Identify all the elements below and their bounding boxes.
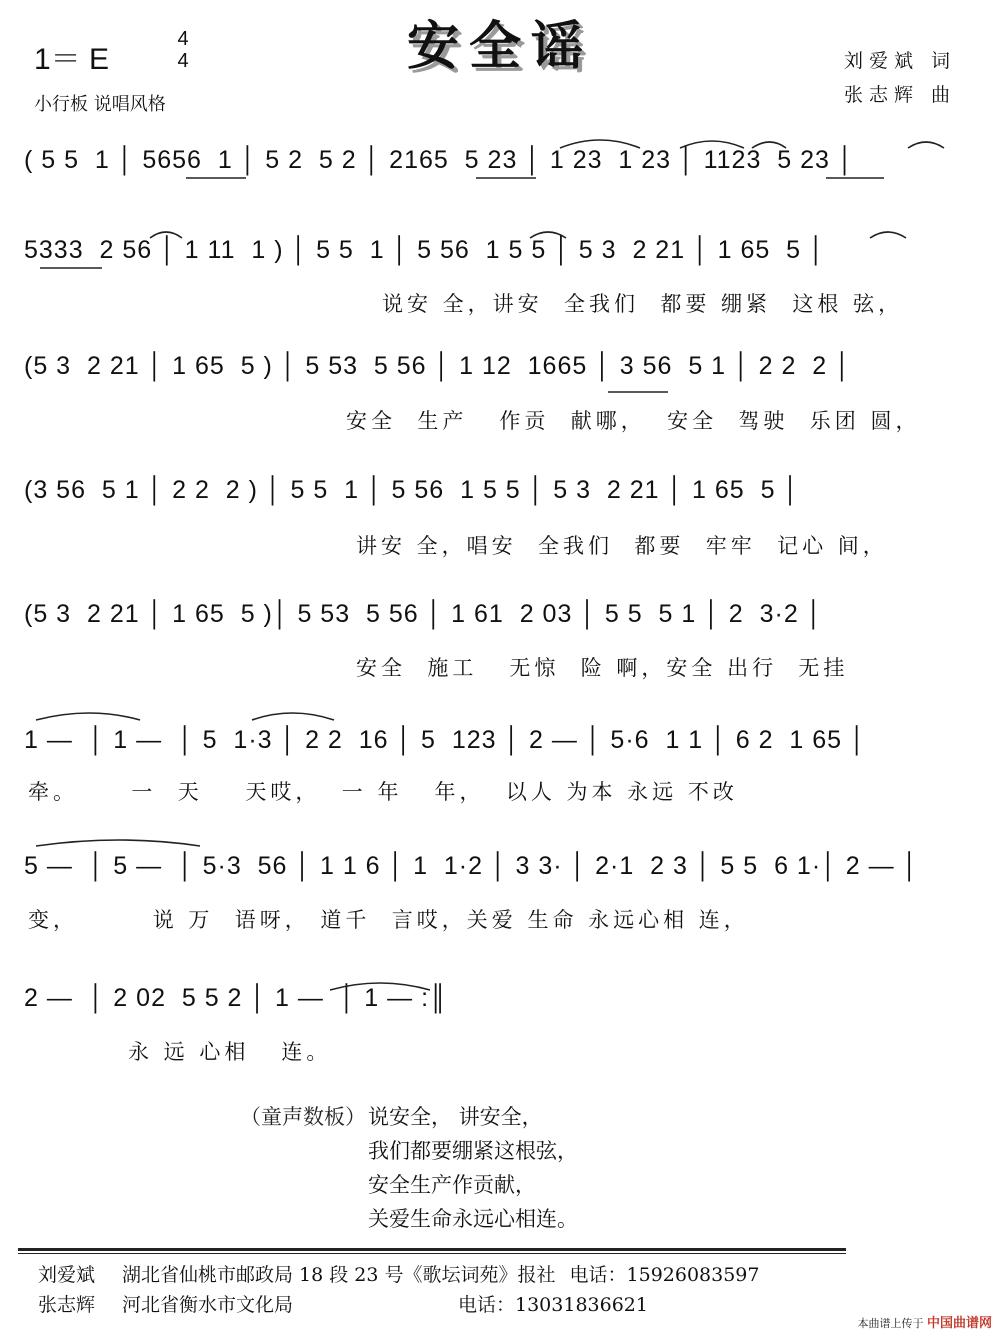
chant-text-3: 安全生产作贡献， <box>368 1173 536 1197</box>
composer-credit: 张志辉 曲 <box>843 84 956 106</box>
slur-mark <box>36 840 200 846</box>
lyric-row-5: 安全 施工 无惊 险 啊，安全 出行 无挂 <box>356 656 849 680</box>
footer-lyricist-address: 湖北省仙桃市邮政局 18 段 23 号《歌坛词苑》报社 <box>122 1264 556 1286</box>
slur-mark <box>908 142 944 148</box>
score-row-7: 5 — │ 5 — │ 5·3 56 │ 1 1 6 │ 1 1·2 │ 3 3· │ 2·1 2 3 │ 5 5 6 1·│ 2 — │ <box>24 852 920 880</box>
score-row-5: (5 3 2 21 │ 1 65 5 )│ 5 53 5 56 │ 1 61 2 03 │ 5 5 5 1 │ 2 3·2 │ <box>24 600 824 628</box>
lyric-row-7: 变， 说 万 语呀， 道千 言哎，关爱 生命 永远心相 连， <box>28 908 749 932</box>
key-signature: 1＝ E <box>34 43 110 76</box>
footer-lyricist-name: 刘爱斌 <box>38 1264 96 1286</box>
slur-mark <box>530 232 566 238</box>
song-title: 安全谣 <box>406 16 593 77</box>
chant-text-1: 说安全， 讲安全， <box>368 1105 543 1129</box>
lyric-row-2: 说安 全，讲安 全我们 都要 绷紧 这根 弦， <box>382 292 904 316</box>
footer-divider-thin <box>18 1253 846 1254</box>
slur-mark <box>680 141 744 148</box>
slur-mark <box>36 713 140 720</box>
score-row-3: (5 3 2 21 │ 1 65 5 ) │ 5 53 5 56 │ 1 12 1665 │ 3 56 5 1 │ 2 2 2 │ <box>24 352 852 380</box>
chant-verse <box>240 1100 578 1236</box>
chant-line-2 <box>240 1134 578 1168</box>
footer-lyricist-phone: 电话：15926083597 <box>569 1264 760 1286</box>
slur-mark <box>870 232 906 238</box>
tempo-marking: 小行板 说唱风格 <box>34 94 166 115</box>
score-row-6: 1 — │ 1 — │ 5 1·3 │ 2 2 16 │ 5 123 │ 2 — │ 5·6 1 1 │ 6 2 1 65 │ <box>24 726 867 754</box>
lyric-row-8: 永 远 心相 连。 <box>128 1040 332 1064</box>
slur-mark <box>560 140 640 148</box>
chant-text-2: 我们都要绷紧这根弦， <box>368 1139 578 1163</box>
chant-text-4: 关爱生命永远心相连。 <box>368 1207 578 1231</box>
footer-composer-name: 张志辉 <box>38 1294 96 1316</box>
chant-line-4 <box>240 1202 578 1236</box>
footer-composer-contact <box>38 1290 858 1317</box>
chant-line-1 <box>240 1100 578 1134</box>
lyricist-credit: 刘爱斌 词 <box>843 50 956 72</box>
slur-mark <box>252 713 334 720</box>
upload-watermark <box>857 1312 992 1331</box>
lyric-row-4: 讲安 全，唱安 全我们 都要 牢牢 记心 间， <box>356 534 888 558</box>
score-row-4: (3 56 5 1 │ 2 2 2 ) │ 5 5 1 │ 5 56 1 5 5 │ 5 3 2 21 │ 1 65 5 │ <box>24 476 801 504</box>
lyric-row-6: 牵。 一 天 天哎， 一 年 年， 以人 为本 永远 不改 <box>28 780 738 804</box>
site-logo: 中国曲谱网 <box>926 1316 992 1331</box>
upload-text: 本曲谱上传于 <box>857 1317 924 1330</box>
footer-divider <box>18 1248 846 1251</box>
slur-mark <box>752 142 786 148</box>
footer-composer-phone: 电话：13031836621 <box>458 1294 648 1316</box>
time-signature-bottom: 4 <box>177 50 189 72</box>
slur-mark <box>330 983 430 990</box>
time-signature-top: 4 <box>177 28 189 50</box>
score-row-1: ( 5 5 1 │ 5656 1 │ 5 2 5 2 │ 2165 5 23 │ 1 23 1 23 │ 1123 5 23 │ <box>24 146 855 174</box>
chant-line-3 <box>240 1168 578 1202</box>
score-row-2: 5333 2 56 │ 1 11 1 ) │ 5 5 1 │ 5 56 1 5 5 │ 5 3 2 21 │ 1 65 5 │ <box>24 236 826 264</box>
lyric-row-3: 安全 生产 作贡 献哪， 安全 驾驶 乐团 圆， <box>346 409 921 433</box>
score-row-8: 2 — │ 2 02 5 5 2 │ 1 — │ 1 — :║ <box>24 984 448 1012</box>
chant-lead-label: （童声数板） <box>240 1105 366 1129</box>
footer-lyricist-contact <box>38 1260 858 1287</box>
slur-mark <box>150 232 182 238</box>
footer-composer-address: 河北省衡水市文化局 <box>122 1294 294 1316</box>
